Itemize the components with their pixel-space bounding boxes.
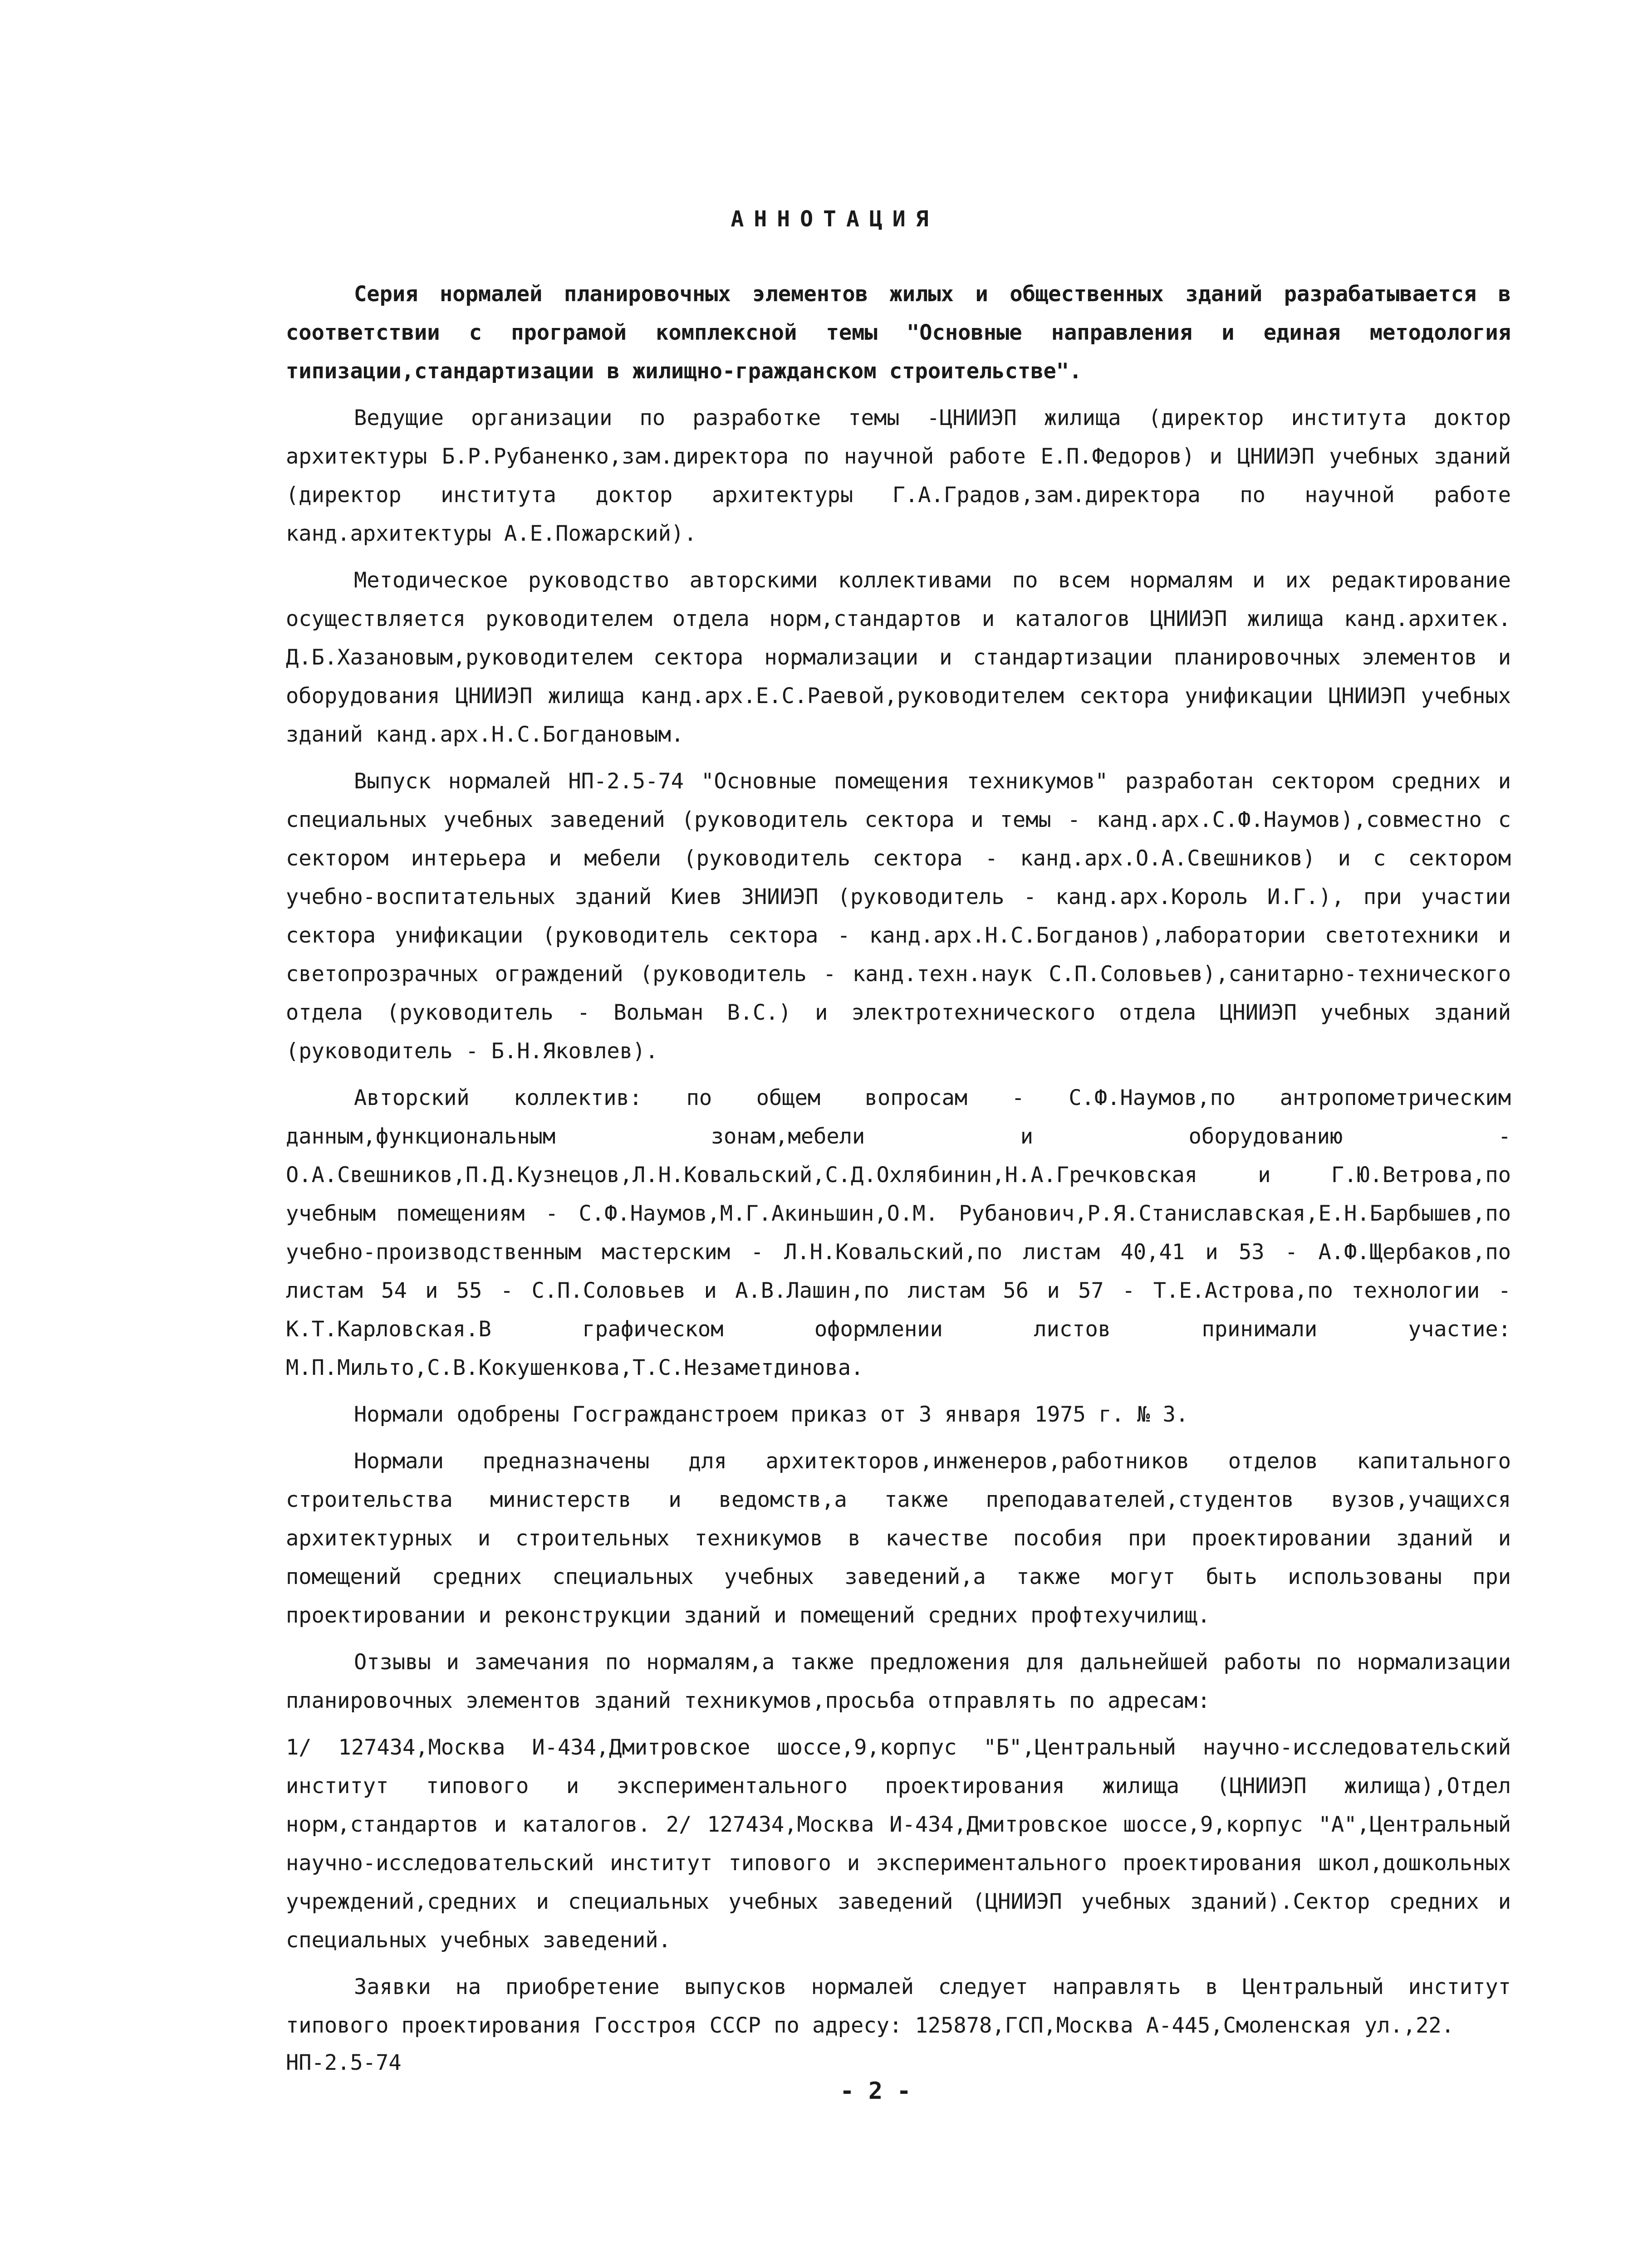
paragraph-intended-audience: Нормали предназначены для архитекторов,инженеров,работников отделов капитального строительства министерств и ведомств,а также преподавателей,студентов вузов,учащихся архитектурных и строительных техникумов в качестве пособия при проектировании зданий и помещений средних специальных учебных заведений,а также могут быть использованы при проектировании и реконструкции зданий и помещений средних профтехучилищ. bbox=[286, 1449, 1511, 1628]
paragraph-approval: Нормали одобрены Госгражданстроем приказ от 3 января 1975 г. № 3. bbox=[354, 1402, 1189, 1427]
paragraph-series-intro: Серия нормалей планировочных элементов жилых и общественных зданий разрабатывается в соответствии с програмой комплексной темы "Основные направления и единая методология типизации,стандартизации в жилищно-гражданском строительстве". bbox=[286, 282, 1511, 384]
annotation-body bbox=[286, 275, 1511, 2053]
paragraph-lead-organizations: Ведущие организации по разработке темы -ЦНИИЭП жилища (директор института доктор архитектуры Б.Р.Рубаненко,зам.директора по научной работе Е.П.Федоров) и ЦНИИЭП учебных зданий (директор института доктор архитектуры Г.А.Градов,зам.директора по научной работе канд.архитектуры А.Е.Пожарский). bbox=[286, 406, 1511, 546]
paragraph-methodical-guidance: Методическое руководство авторскими коллективами по всем нормалям и их редактирование осуществляется руководителем отдела норм,стандартов и каталогов ЦНИИЭП жилища канд.архитек. Д.Б.Хазановым,руководителем сектора нормализации и стандартизации планировочных элементов и оборудования ЦНИИЭП жилища канд.арх.Е.С.Раевой,руководителем сектора унификации ЦНИИЭП учебных зданий канд.арх.Н.С.Богдановым. bbox=[286, 568, 1511, 747]
document-code: НП-2.5-74 bbox=[286, 2050, 402, 2075]
paragraph-addresses: 1/ 127434,Москва И-434,Дмитровское шоссе,9,корпус "Б",Центральный научно-исследовательский институт типового и экспериментального проектирования жилища (ЦНИИЭП жилища),Отдел норм,стандартов и каталогов. 2/ 127434,Москва И-434,Дмитровское шоссе,9,корпус "А",Центральный научно-исследовательский институт типового и экспериментального проектирования школ,дошкольных учреждений,средних и специальных учебных заведений (ЦНИИЭП учебных зданий).Сектор средних и специальных учебных заведений. bbox=[286, 1735, 1511, 1953]
paragraph-orders: Заявки на приобретение выпусков нормалей следует направлять в Центральный институт типового проектирования Госстроя СССР по адресу: 125878,ГСП,Москва А-445,Смоленская ул.,22. bbox=[286, 1975, 1511, 2038]
paragraph-issue-developers: Выпуск нормалей НП-2.5-74 "Основные помещения техникумов" разработан сектором средних и специальных учебных заведений (руководитель сектора и темы - канд.арх.С.Ф.Наумов),совместно с сектором интерьера и мебели (руководитель сектора - канд.арх.О.А.Свешников) и с сектором учебно-воспитательных зданий Киев ЗНИИЭП (руководитель - канд.арх.Король И.Г.), при участии сектора унификации (руководитель сектора - канд.арх.Н.С.Богданов),лаборатории светотехники и светопрозрачных ограждений (руководитель - канд.техн.наук С.П.Соловьев),санитарно-технического отдела (руководитель - Вольман В.С.) и электротехнического отдела ЦНИИЭП учебных зданий (руководитель - Б.Н.Яковлев). bbox=[286, 769, 1511, 1064]
annotation-title: АННОТАЦИЯ bbox=[731, 206, 939, 232]
page-number: - 2 - bbox=[840, 2077, 911, 2105]
paragraph-author-collective: Авторский коллектив: по общем вопросам - С.Ф.Наумов,по антропометрическим данным,функциональным зонам,мебели и оборудованию - О.А.Свешников,П.Д.Кузнецов,Л.Н.Ковальский,С.Д.Охлябинин,Н.А.Гречковская и Г.Ю.Ветрова,по учебным помещениям - С.Ф.Наумов,М.Г.Акиньшин,О.М. Рубанович,Р.Я.Станиславская,Е.Н.Барбышев,по учебно-производственным мастерским - Л.Н.Ковальский,по листам 40,41 и 53 - А.Ф.Щербаков,по листам 54 и 55 - С.П.Соловьев и А.В.Лашин,по листам 56 и 57 - Т.Е.Астрова,по технологии - К.Т.Карловская.В графическом оформлении листов принимали участие: М.П.Мильто,С.В.Кокушенкова,Т.С.Незаметдинова. bbox=[286, 1085, 1511, 1380]
paragraph-feedback: Отзывы и замечания по нормалям,а также предложения для дальнейшей работы по нормализации планировочных элементов зданий техникумов,просьба отправлять по адресам: bbox=[286, 1650, 1511, 1713]
